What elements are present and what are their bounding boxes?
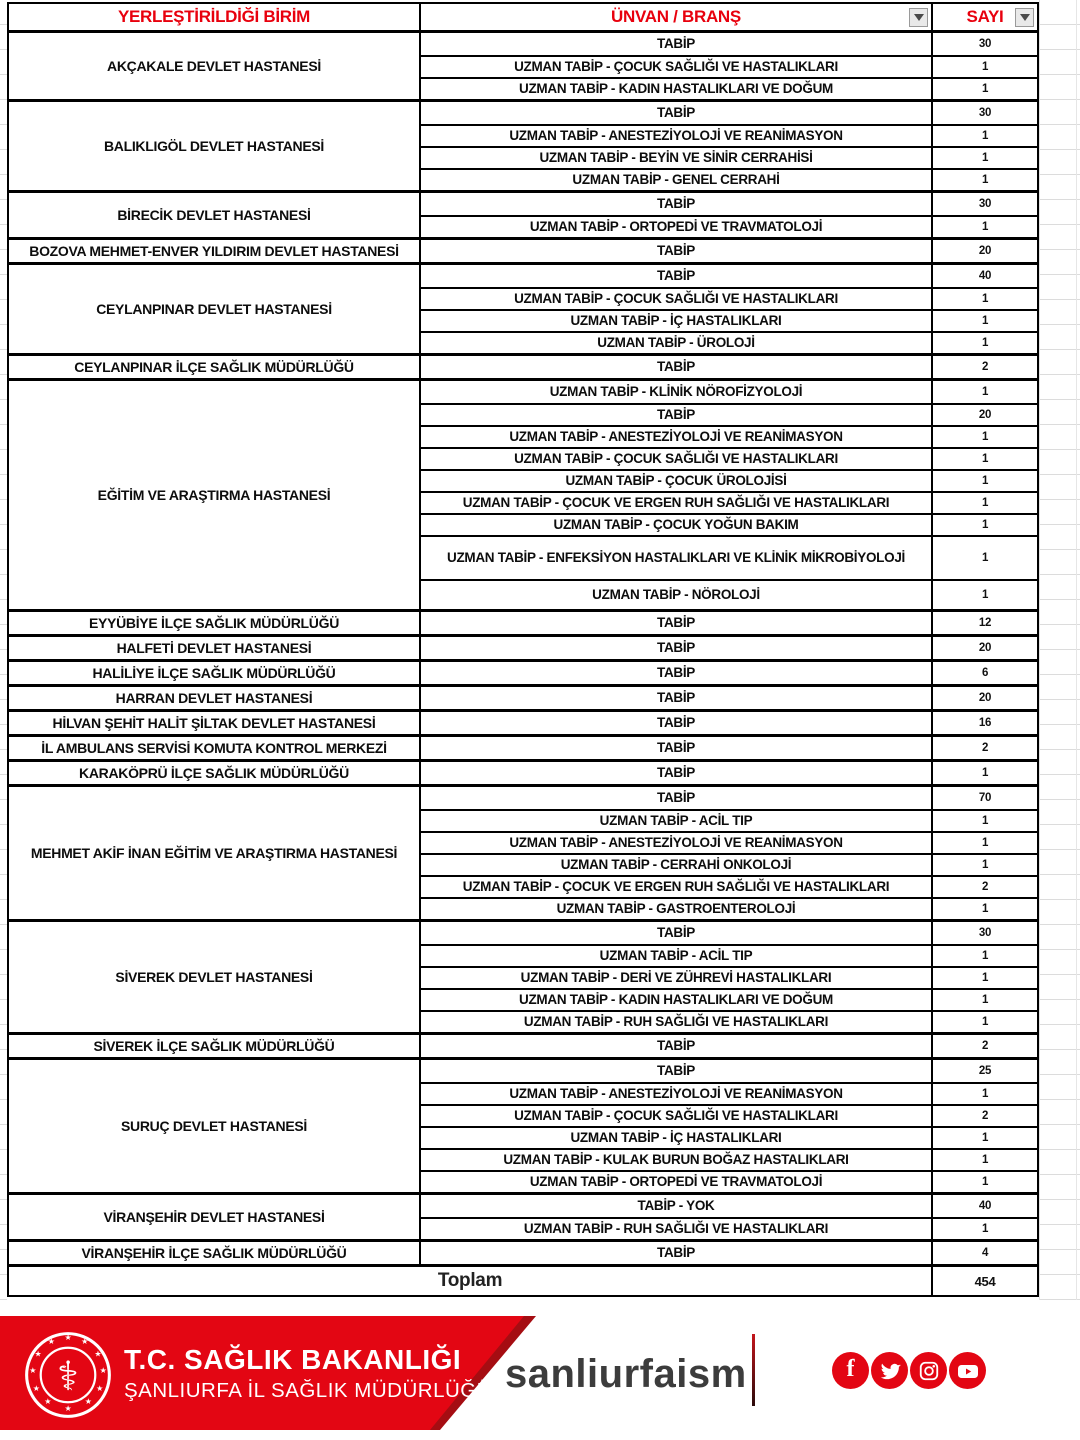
count-cell: 2 xyxy=(981,881,989,893)
hospital-group xyxy=(9,662,1037,687)
branch-rows xyxy=(421,381,1037,609)
svg-text:★: ★ xyxy=(34,1349,42,1359)
count-cell: 1 xyxy=(981,815,989,827)
facebook-icon[interactable]: f xyxy=(832,1352,869,1389)
unit-cell: MEHMET AKİF İNAN EĞİTİM VE ARAŞTIRMA HASTANESİ xyxy=(9,787,421,919)
header-cell-unit xyxy=(9,4,421,30)
branch-rows xyxy=(421,1242,1037,1264)
branch-title-cell: UZMAN TABİP - RUH SAĞLIĞI VE HASTALIKLARI xyxy=(421,1012,933,1032)
branch-title-cell: UZMAN TABİP - BEYİN VE SİNİR CERRAHİSİ xyxy=(421,148,933,168)
branch-rows xyxy=(421,193,1037,237)
table-row xyxy=(421,265,1037,287)
chevron-down-icon xyxy=(914,14,924,21)
count-cell: 1 xyxy=(981,497,989,509)
count-cell: 2 xyxy=(981,742,989,754)
unit-cell: EYYÜBİYE İLÇE SAĞLIK MÜDÜRLÜĞÜ xyxy=(9,612,421,634)
branch-rows xyxy=(421,612,1037,634)
count-cell: 1 xyxy=(981,589,989,601)
hospital-group xyxy=(9,33,1037,102)
branch-rows xyxy=(421,662,1037,684)
count-cell: 1 xyxy=(981,315,989,327)
table-row xyxy=(421,1010,1037,1032)
hospital-group xyxy=(9,102,1037,193)
hospital-group xyxy=(9,356,1037,381)
branch-rows xyxy=(421,102,1037,190)
table-body xyxy=(9,33,1037,1264)
branch-title-cell: TABİP xyxy=(421,737,933,759)
table-row xyxy=(421,168,1037,190)
branch-title-cell: UZMAN TABİP - İÇ HASTALIKLARI xyxy=(421,311,933,331)
table-row xyxy=(421,1217,1037,1239)
ministry-text-block xyxy=(124,1344,492,1403)
table-header-row xyxy=(9,4,1037,33)
branch-title-cell: UZMAN TABİP - GASTROENTEROLOJİ xyxy=(421,899,933,919)
branch-title-cell: UZMAN TABİP - ÜROLOJİ xyxy=(421,333,933,353)
table-row xyxy=(421,55,1037,77)
count-cell: 1 xyxy=(981,453,989,465)
hospital-group xyxy=(9,687,1037,712)
branch-title-cell: UZMAN TABİP - ÇOCUK ÜROLOJİSİ xyxy=(421,471,933,491)
table-row xyxy=(421,579,1037,609)
count-cell: 2 xyxy=(981,1110,989,1122)
branch-rows xyxy=(421,737,1037,759)
branch-title-cell: UZMAN TABİP - KULAK BURUN BOĞAZ HASTALIKLARI xyxy=(421,1150,933,1170)
table-row xyxy=(421,1195,1037,1217)
count-cell: 1 xyxy=(981,552,989,564)
count-cell: 1 xyxy=(981,1016,989,1028)
count-cell: 1 xyxy=(981,950,989,962)
branch-rows xyxy=(421,1060,1037,1192)
unit-cell: BALIKLIGÖL DEVLET HASTANESİ xyxy=(9,102,421,190)
table-row xyxy=(421,447,1037,469)
instagram-icon[interactable] xyxy=(910,1352,947,1389)
hospital-group xyxy=(9,787,1037,922)
hospital-group xyxy=(9,1035,1037,1060)
unit-cell: HARRAN DEVLET HASTANESİ xyxy=(9,687,421,709)
table-row xyxy=(421,331,1037,353)
header-count-label: SAYI xyxy=(966,7,1004,26)
header-cell-count xyxy=(933,4,1037,30)
hospital-group xyxy=(9,193,1037,240)
branch-title-cell: UZMAN TABİP - İÇ HASTALIKLARI xyxy=(421,1128,933,1148)
count-cell: 12 xyxy=(978,617,992,629)
svg-text:⚕: ⚕ xyxy=(57,1351,79,1400)
branch-title-cell: UZMAN TABİP - ENFEKSİYON HASTALIKLARI VE KLİNİK MİKROBİYOLOJİ xyxy=(421,537,933,579)
hospital-group xyxy=(9,712,1037,737)
branch-title-cell: TABİP xyxy=(421,787,933,809)
branch-rows xyxy=(421,637,1037,659)
count-cell: 2 xyxy=(981,1040,989,1052)
table-row xyxy=(421,535,1037,579)
branch-title-cell: TABİP xyxy=(421,265,933,287)
count-cell: 1 xyxy=(981,221,989,233)
table-row xyxy=(421,381,1037,403)
branch-title-cell: TABİP xyxy=(421,612,933,634)
branch-title-cell: TABİP xyxy=(421,922,933,944)
left-margin-gridlines xyxy=(0,0,7,1300)
table-row xyxy=(421,944,1037,966)
table-row xyxy=(421,637,1037,659)
youtube-icon[interactable] xyxy=(949,1352,986,1389)
branch-title-cell: TABİP xyxy=(421,762,933,784)
branch-title-cell: TABİP xyxy=(421,33,933,55)
table-row xyxy=(421,33,1037,55)
svg-text:★: ★ xyxy=(84,1397,92,1407)
count-cell: 20 xyxy=(978,409,992,421)
count-cell: 30 xyxy=(978,107,992,119)
count-cell: 25 xyxy=(978,1065,992,1077)
table-row xyxy=(421,922,1037,944)
count-cell: 20 xyxy=(978,642,992,654)
branch-title-cell: UZMAN TABİP - ÇOCUK SAĞLIĞI VE HASTALIKLARI xyxy=(421,1106,933,1126)
chevron-down-icon xyxy=(1020,14,1030,21)
table-row xyxy=(421,425,1037,447)
table-row xyxy=(421,287,1037,309)
svg-text:★: ★ xyxy=(32,1383,40,1393)
count-cell: 30 xyxy=(978,38,992,50)
branch-title-cell: TABİP xyxy=(421,1060,933,1082)
count-cell: 1 xyxy=(981,972,989,984)
branch-rows xyxy=(421,712,1037,734)
count-cell: 1 xyxy=(981,1154,989,1166)
svg-text:★: ★ xyxy=(99,1366,107,1376)
table-row xyxy=(421,102,1037,124)
branch-title-cell: UZMAN TABİP - ÇOCUK VE ERGEN RUH SAĞLIĞI VE HASTALIKLARI xyxy=(421,493,933,513)
count-cell: 1 xyxy=(981,174,989,186)
branch-title-cell: UZMAN TABİP - ÇOCUK YOĞUN BAKIM xyxy=(421,515,933,535)
table-row xyxy=(421,356,1037,378)
unit-cell: VİRANŞEHİR İLÇE SAĞLIK MÜDÜRLÜĞÜ xyxy=(9,1242,421,1264)
table-row xyxy=(421,831,1037,853)
table-row xyxy=(421,1148,1037,1170)
branch-title-cell: UZMAN TABİP - NÖROLOJİ xyxy=(421,581,933,609)
branch-title-cell: UZMAN TABİP - KADIN HASTALIKLARI VE DOĞUM xyxy=(421,79,933,99)
table-row xyxy=(421,853,1037,875)
branch-title-cell: UZMAN TABİP - ÇOCUK SAĞLIĞI VE HASTALIKLARI xyxy=(421,57,933,77)
count-cell: 1 xyxy=(981,431,989,443)
filter-dropdown-button-title[interactable] xyxy=(909,8,928,27)
branch-rows xyxy=(421,687,1037,709)
branch-title-cell: UZMAN TABİP - ANESTEZİYOLOJİ VE REANİMASYON xyxy=(421,833,933,853)
table-row xyxy=(421,77,1037,99)
branch-title-cell: UZMAN TABİP - CERRAHİ ONKOLOJİ xyxy=(421,855,933,875)
table-row xyxy=(421,875,1037,897)
branch-title-cell: UZMAN TABİP - ANESTEZİYOLOJİ VE REANİMASYON xyxy=(421,126,933,146)
count-cell: 1 xyxy=(981,767,989,779)
count-cell: 1 xyxy=(981,1223,989,1235)
branch-title-cell: UZMAN TABİP - ÇOCUK VE ERGEN RUH SAĞLIĞI VE HASTALIKLARI xyxy=(421,877,933,897)
table-row xyxy=(421,215,1037,237)
unit-cell: VİRANŞEHİR DEVLET HASTANESİ xyxy=(9,1195,421,1239)
hospital-group xyxy=(9,637,1037,662)
branch-rows xyxy=(421,762,1037,784)
header-cell-title xyxy=(421,4,933,30)
branch-title-cell: TABİP xyxy=(421,356,933,378)
count-cell: 1 xyxy=(981,83,989,95)
unit-cell: CEYLANPINAR DEVLET HASTANESİ xyxy=(9,265,421,353)
branch-title-cell: TABİP xyxy=(421,1035,933,1057)
branch-rows xyxy=(421,240,1037,262)
placement-table xyxy=(7,2,1039,1297)
unit-cell: CEYLANPINAR İLÇE SAĞLIK MÜDÜRLÜĞÜ xyxy=(9,356,421,378)
table-row xyxy=(421,1242,1037,1264)
unit-cell: BİRECİK DEVLET HASTANESİ xyxy=(9,193,421,237)
branch-title-cell: UZMAN TABİP - GENEL CERRAHİ xyxy=(421,170,933,190)
branch-rows xyxy=(421,265,1037,353)
table-row xyxy=(421,1082,1037,1104)
table-row xyxy=(421,1170,1037,1192)
hospital-group xyxy=(9,381,1037,612)
hospital-group xyxy=(9,1060,1037,1195)
branch-title-cell: TABİP xyxy=(421,102,933,124)
count-cell: 1 xyxy=(981,61,989,73)
table-row xyxy=(421,193,1037,215)
count-cell: 1 xyxy=(981,994,989,1006)
unit-cell: SİVEREK İLÇE SAĞLIK MÜDÜRLÜĞÜ xyxy=(9,1035,421,1057)
branch-title-cell: TABİP xyxy=(421,687,933,709)
total-value: 454 xyxy=(974,1273,996,1289)
table-row xyxy=(421,1126,1037,1148)
count-cell: 1 xyxy=(981,152,989,164)
hospital-group xyxy=(9,1195,1037,1242)
table-row xyxy=(421,988,1037,1010)
table-row xyxy=(421,146,1037,168)
ministry-of-health-logo xyxy=(24,1331,112,1419)
table-row xyxy=(421,687,1037,709)
table-row xyxy=(421,1104,1037,1126)
branch-title-cell: TABİP xyxy=(421,193,933,215)
table-row xyxy=(421,787,1037,809)
count-cell: 4 xyxy=(981,1247,989,1259)
branch-rows xyxy=(421,1195,1037,1239)
hospital-group xyxy=(9,265,1037,356)
count-cell: 1 xyxy=(981,1088,989,1100)
unit-cell: İL AMBULANS SERVİSİ KOMUTA KONTROL MERKEZİ xyxy=(9,737,421,759)
branch-title-cell: UZMAN TABİP - ANESTEZİYOLOJİ VE REANİMASYON xyxy=(421,1084,933,1104)
footer-banner xyxy=(0,1316,1080,1430)
right-margin-gridlines xyxy=(1039,0,1080,1300)
unit-cell: HALİLİYE İLÇE SAĞLIK MÜDÜRLÜĞÜ xyxy=(9,662,421,684)
count-cell: 1 xyxy=(981,386,989,398)
table-row xyxy=(421,491,1037,513)
count-cell: 1 xyxy=(981,903,989,915)
count-cell: 40 xyxy=(978,270,992,282)
unit-cell: HALFETİ DEVLET HASTANESİ xyxy=(9,637,421,659)
svg-text:★: ★ xyxy=(44,1397,52,1407)
table-row xyxy=(421,124,1037,146)
svg-text:★: ★ xyxy=(64,1332,72,1342)
count-cell: 1 xyxy=(981,1132,989,1144)
svg-text:★: ★ xyxy=(29,1366,37,1376)
twitter-icon[interactable] xyxy=(871,1352,908,1389)
count-cell: 1 xyxy=(981,293,989,305)
branch-rows xyxy=(421,787,1037,919)
svg-text:★: ★ xyxy=(64,1404,72,1414)
table-row xyxy=(421,403,1037,425)
ministry-title: T.C. SAĞLIK BAKANLIĞI xyxy=(124,1344,462,1375)
count-cell: 20 xyxy=(978,692,992,704)
unit-cell: KARAKÖPRÜ İLÇE SAĞLIK MÜDÜRLÜĞÜ xyxy=(9,762,421,784)
count-cell: 1 xyxy=(981,837,989,849)
branch-title-cell: TABİP xyxy=(421,662,933,684)
count-cell: 1 xyxy=(981,859,989,871)
branch-title-cell: UZMAN TABİP - DERİ VE ZÜHREVİ HASTALIKLARI xyxy=(421,968,933,988)
table-row xyxy=(421,737,1037,759)
table-row xyxy=(421,809,1037,831)
svg-text:★: ★ xyxy=(94,1349,102,1359)
count-cell: 1 xyxy=(981,1176,989,1188)
unit-cell: HİLVAN ŞEHİT HALİT ŞİLTAK DEVLET HASTANESİ xyxy=(9,712,421,734)
table-row xyxy=(421,309,1037,331)
count-cell: 6 xyxy=(981,667,989,679)
count-cell: 1 xyxy=(981,475,989,487)
hospital-group xyxy=(9,922,1037,1035)
unit-cell: SİVEREK DEVLET HASTANESİ xyxy=(9,922,421,1032)
count-cell: 1 xyxy=(981,519,989,531)
branch-title-cell: TABİP - YOK xyxy=(421,1195,933,1217)
branch-title-cell: UZMAN TABİP - ORTOPEDİ VE TRAVMATOLOJİ xyxy=(421,1172,933,1192)
svg-text:★: ★ xyxy=(81,1337,89,1347)
branch-title-cell: TABİP xyxy=(421,637,933,659)
count-cell: 30 xyxy=(978,198,992,210)
branch-title-cell: UZMAN TABİP - KLİNİK NÖROFİZYOLOJİ xyxy=(421,381,933,403)
count-cell: 2 xyxy=(981,361,989,373)
table-row xyxy=(421,513,1037,535)
hospital-group xyxy=(9,762,1037,787)
table-row xyxy=(421,469,1037,491)
table-row xyxy=(421,662,1037,684)
unit-cell: AKÇAKALE DEVLET HASTANESİ xyxy=(9,33,421,99)
count-cell: 16 xyxy=(978,717,992,729)
table-row xyxy=(421,897,1037,919)
branch-title-cell: TABİP xyxy=(421,405,933,425)
hospital-group xyxy=(9,240,1037,265)
count-cell: 1 xyxy=(981,337,989,349)
branch-title-cell: UZMAN TABİP - ANESTEZİYOLOJİ VE REANİMASYON xyxy=(421,427,933,447)
table-row xyxy=(421,240,1037,262)
count-cell: 70 xyxy=(978,792,992,804)
svg-text:★: ★ xyxy=(47,1337,55,1347)
branch-title-cell: TABİP xyxy=(421,712,933,734)
filter-dropdown-button-count[interactable] xyxy=(1015,8,1034,27)
table-row xyxy=(421,762,1037,784)
header-title-label: ÜNVAN / BRANŞ xyxy=(611,7,741,26)
unit-cell: EĞİTİM VE ARAŞTIRMA HASTANESİ xyxy=(9,381,421,609)
count-cell: 20 xyxy=(978,245,992,257)
table-row xyxy=(421,712,1037,734)
unit-cell: SURUÇ DEVLET HASTANESİ xyxy=(9,1060,421,1192)
branch-title-cell: UZMAN TABİP - ÇOCUK SAĞLIĞI VE HASTALIKLARI xyxy=(421,289,933,309)
branch-title-cell: UZMAN TABİP - RUH SAĞLIĞI VE HASTALIKLARI xyxy=(421,1219,933,1239)
branch-title-cell: UZMAN TABİP - ACİL TIP xyxy=(421,946,933,966)
hospital-group xyxy=(9,737,1037,762)
total-row xyxy=(9,1264,1037,1295)
branch-rows xyxy=(421,33,1037,99)
count-cell: 30 xyxy=(978,927,992,939)
table-row xyxy=(421,1060,1037,1082)
branch-rows xyxy=(421,356,1037,378)
social-icons-row xyxy=(832,1352,986,1389)
branch-rows xyxy=(421,922,1037,1032)
table-row xyxy=(421,966,1037,988)
hospital-group xyxy=(9,612,1037,637)
branch-rows xyxy=(421,1035,1037,1057)
header-unit-label: YERLEŞTİRİLDİĞİ BİRİM xyxy=(117,7,311,26)
branch-title-cell: UZMAN TABİP - ORTOPEDİ VE TRAVMATOLOJİ xyxy=(421,217,933,237)
branch-title-cell: TABİP xyxy=(421,1242,933,1264)
footer-divider xyxy=(752,1334,755,1406)
branch-title-cell: UZMAN TABİP - KADIN HASTALIKLARI VE DOĞUM xyxy=(421,990,933,1010)
branch-title-cell: UZMAN TABİP - ÇOCUK SAĞLIĞI VE HASTALIKLARI xyxy=(421,449,933,469)
table-row xyxy=(421,1035,1037,1057)
total-label: Toplam xyxy=(9,1267,933,1295)
branch-title-cell: TABİP xyxy=(421,240,933,262)
unit-cell: BOZOVA MEHMET-ENVER YILDIRIM DEVLET HASTANESİ xyxy=(9,240,421,262)
hospital-group xyxy=(9,1242,1037,1264)
count-cell: 40 xyxy=(978,1200,992,1212)
table-row xyxy=(421,612,1037,634)
count-cell: 1 xyxy=(981,130,989,142)
branch-title-cell: UZMAN TABİP - ACİL TIP xyxy=(421,811,933,831)
social-handle-text: sanliurfaism xyxy=(505,1352,747,1396)
directorate-subtitle: ŞANLIURFA İL SAĞLIK MÜDÜRLÜĞÜ xyxy=(124,1379,493,1402)
svg-text:★: ★ xyxy=(96,1383,104,1393)
